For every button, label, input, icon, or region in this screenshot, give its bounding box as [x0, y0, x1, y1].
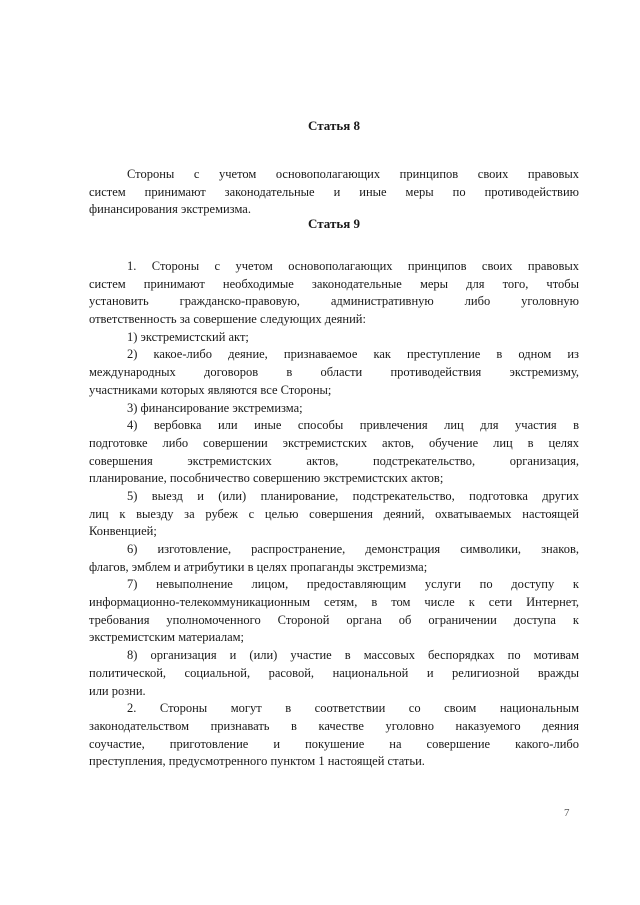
article-8-title: Статья 8: [308, 118, 360, 133]
article-9-line: установить гражданско-правовую, административную либо уголовную: [89, 294, 579, 309]
article-9-line: законодательством признавать в качестве уголовно наказуемого деяния: [89, 718, 579, 733]
article-9-line: 1. Стороны с учетом основополагающих принципов своих правовых: [127, 259, 579, 273]
article-9-line: 2. Стороны могут в соответствии со своим национальным: [127, 701, 579, 716]
page-number: 7: [564, 807, 570, 819]
article-9-line: 1) экстремистский акт;: [127, 329, 249, 344]
article-9-line: лиц к выезду за рубеж с целью совершения деяний, охватываемых настоящей: [89, 506, 579, 521]
article-9-line: 3) финансирование экстремизма;: [127, 400, 303, 415]
article-9: [89, 215, 579, 771]
article-9-line: совершения экстремистских актов, подстрекательство, организация,: [89, 453, 579, 468]
article-9-line: экстремистским материалам;: [89, 630, 245, 645]
article-9-line: 4) вербовка или иные способы привлечения лиц для участия в: [127, 418, 579, 433]
article-9-line: или розни.: [89, 683, 146, 698]
article-9-line: политической, социальной, расовой, национальной и религиозной вражды: [89, 665, 579, 680]
article-8-line: систем принимают законодательные и иные меры по противодействию: [89, 184, 579, 199]
article-9-line: информационно-телекоммуникационным сетям, в том числе к сети Интернет,: [89, 595, 579, 610]
article-9-line: флагов, эмблем и атрибутики в целях пропаганды экстремизма;: [89, 559, 428, 574]
article-9-line: 8) организация и (или) участие в массовых беспорядках по мотивам: [127, 648, 579, 663]
article-9-title: Статья 9: [308, 216, 360, 231]
article-8-line: Стороны с учетом основополагающих принципов своих правовых: [127, 167, 579, 181]
article-9-line: планирование, пособничество совершению экстремистских актов;: [89, 471, 444, 486]
article-9-line: подготовке либо совершении экстремистских актов, обучение лиц в целях: [89, 435, 579, 450]
article-9-line: 2) какое-либо деяние, признаваемое как преступление в одном из: [127, 347, 579, 362]
article-9-line: Конвенцией;: [89, 524, 157, 539]
article-9-line: ответственность за совершение следующих деяний:: [89, 312, 366, 327]
article-9-line: требования уполномоченного Стороной органа об ограничении доступа к: [89, 612, 579, 627]
article-8: [89, 117, 579, 219]
article-8-line: финансирования экстремизма.: [89, 202, 251, 217]
article-9-line: 5) выезд и (или) планирование, подстрекательство, подготовка других: [127, 488, 579, 503]
article-9-line: преступления, предусмотренного пунктом 1 настоящей статьи.: [89, 754, 425, 769]
article-9-line: участниками которых являются все Стороны;: [89, 382, 332, 397]
article-9-line: соучастие, приготовление и покушение на совершение какого-либо: [89, 736, 579, 751]
article-9-line: систем принимают необходимые законодательные меры для того, чтобы: [89, 276, 579, 291]
article-9-line: 6) изготовление, распространение, демонстрация символики, знаков,: [127, 542, 579, 556]
article-9-line: 7) невыполнение лицом, предоставляющим услуги по доступу к: [127, 577, 579, 592]
article-9-line: международных договоров в области противодействия экстремизму,: [89, 365, 579, 380]
